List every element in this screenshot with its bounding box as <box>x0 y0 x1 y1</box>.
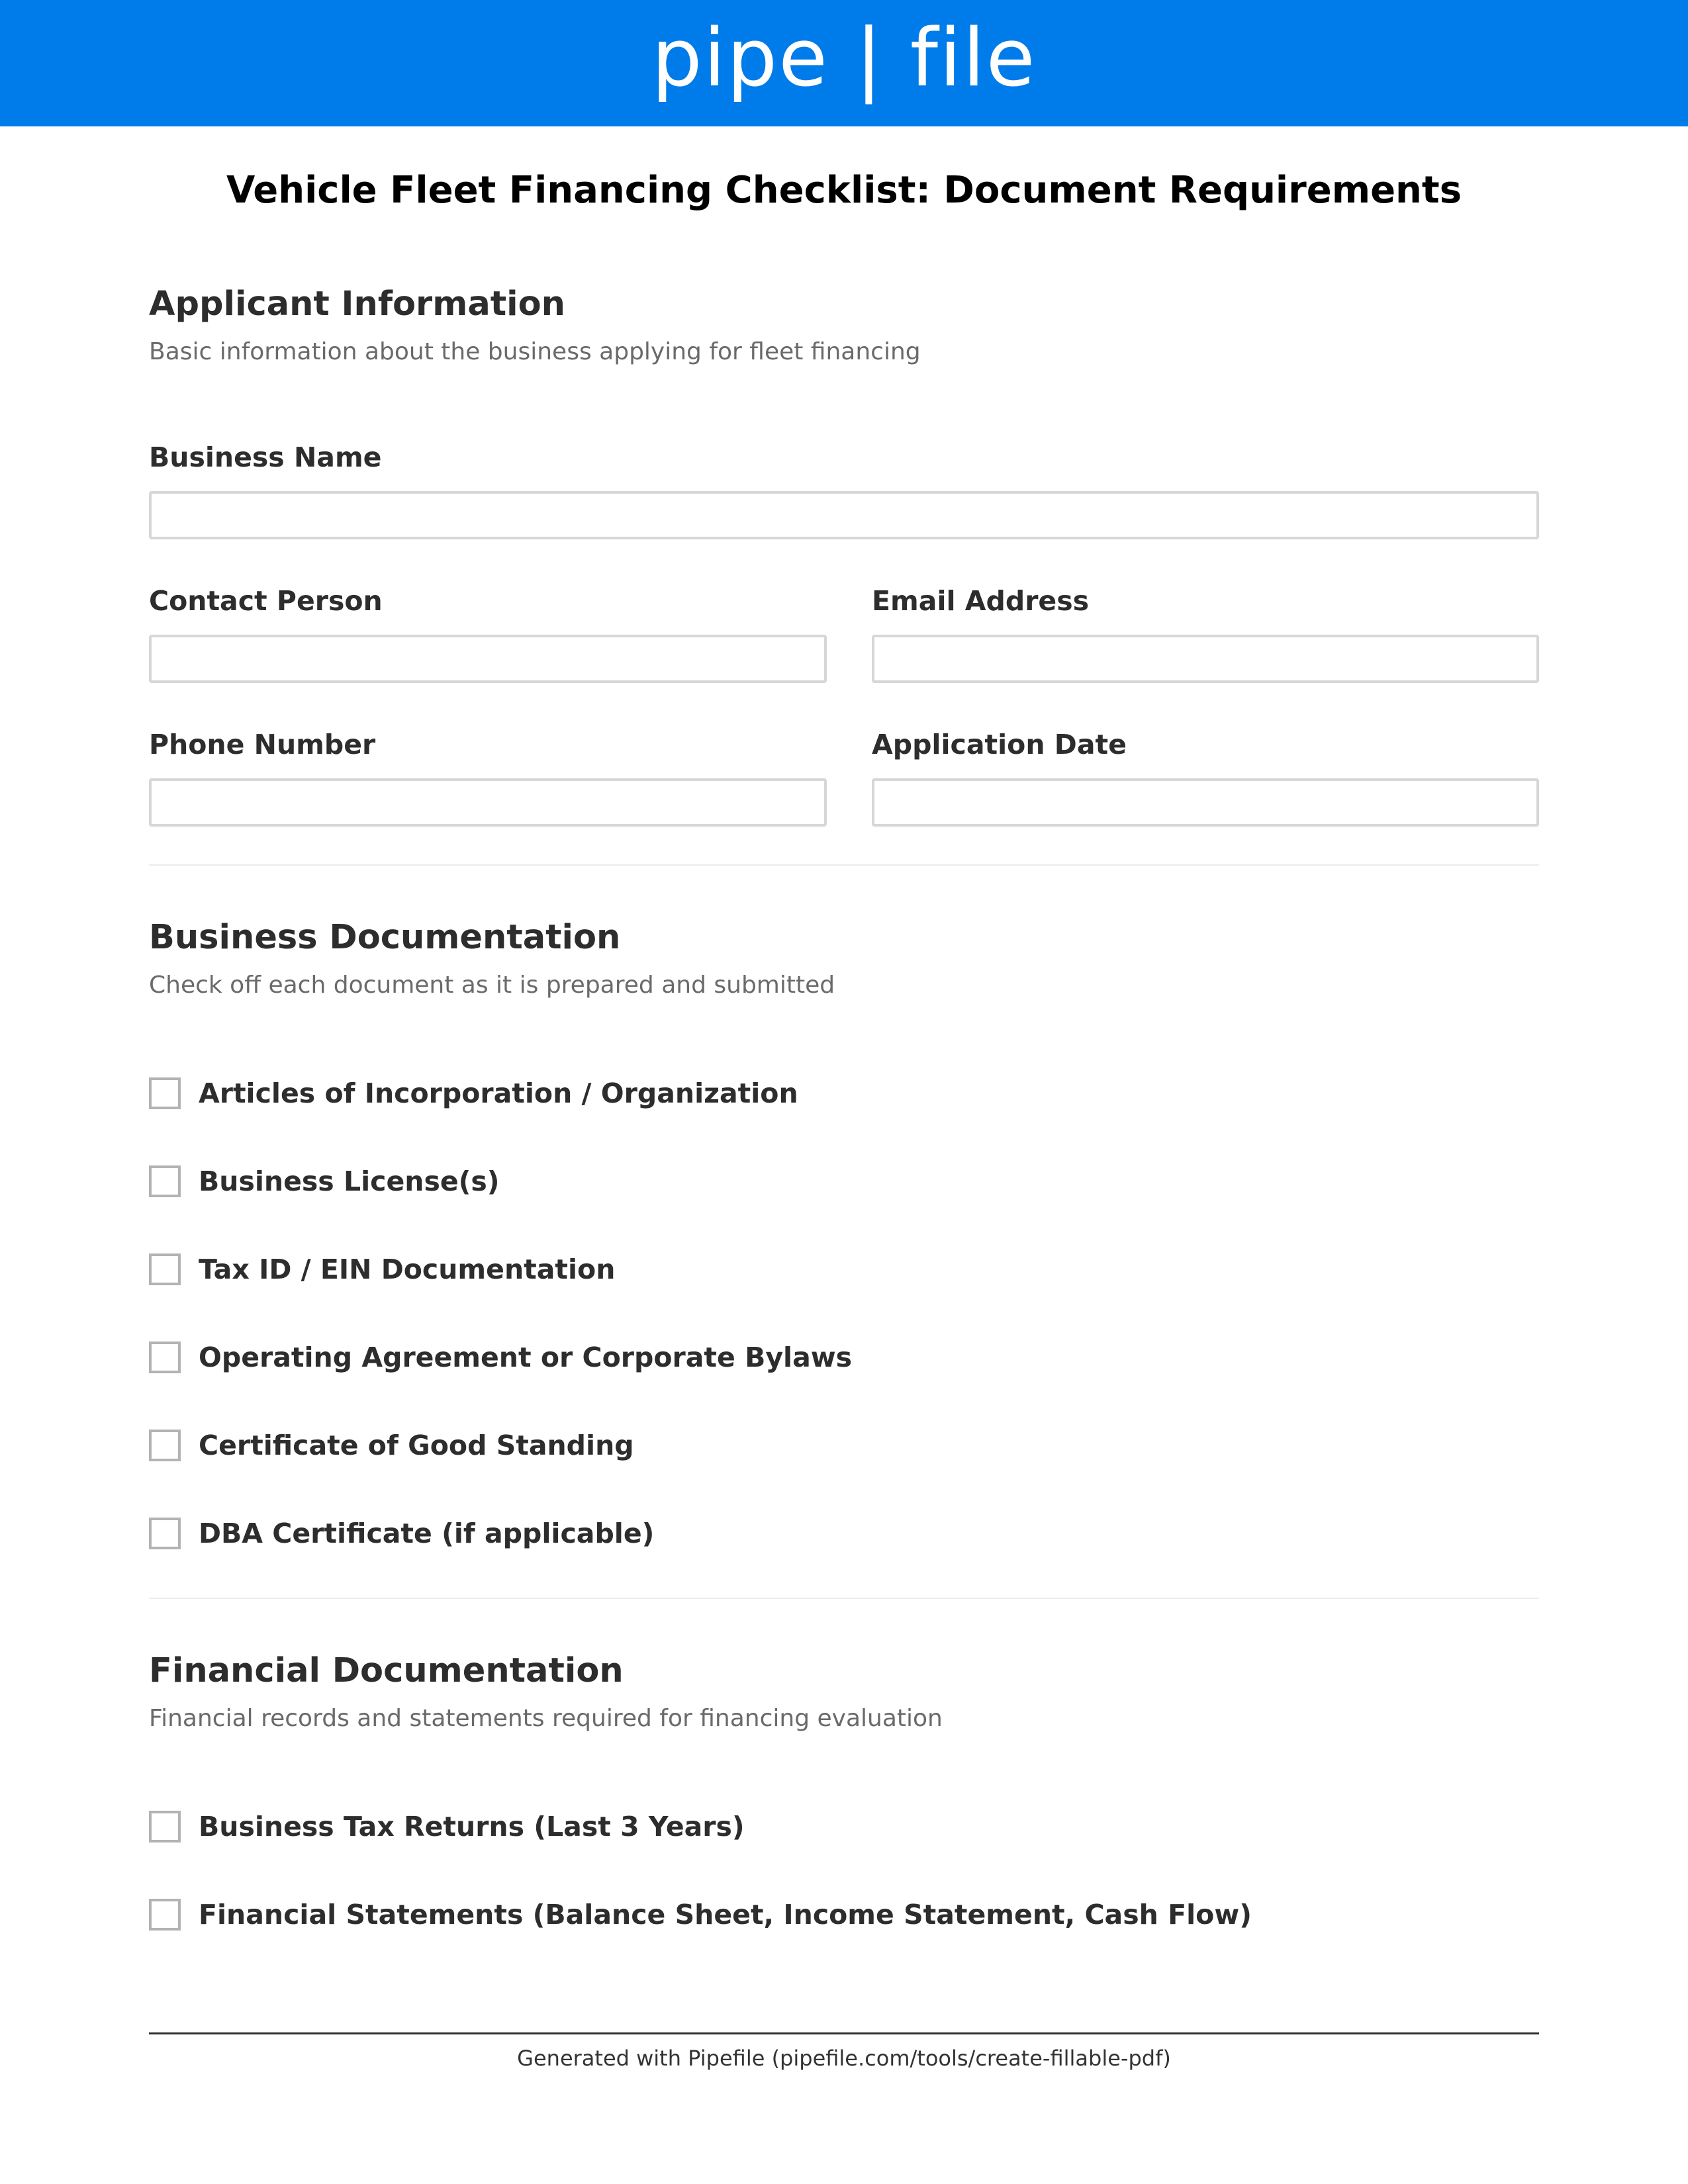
contact-person-label: Contact Person <box>149 585 383 617</box>
checkbox[interactable] <box>149 1811 181 1843</box>
financial-docs-section-description: Financial records and statements required for financing evaluation <box>149 1705 943 1732</box>
checklist-item-label: Financial Statements (Balance Sheet, Income Statement, Cash Flow) <box>199 1899 1252 1931</box>
checkbox[interactable] <box>149 1899 181 1931</box>
checkbox[interactable] <box>149 1342 181 1373</box>
footer-rule <box>149 2032 1539 2034</box>
checkbox[interactable] <box>149 1430 181 1461</box>
footer-credit: Generated with Pipefile (pipefile.com/tools/create-fillable-pdf) <box>517 2046 1171 2071</box>
business-docs-section-title: Business Documentation <box>149 918 621 957</box>
checkbox[interactable] <box>149 1165 181 1197</box>
section-divider <box>149 1598 1539 1599</box>
phone-number-field[interactable] <box>149 778 827 827</box>
applicant-section-title: Applicant Information <box>149 285 565 324</box>
pipefile-logo: pipe | file <box>651 13 1037 105</box>
application-date-field[interactable] <box>872 778 1539 827</box>
email-address-field[interactable] <box>872 635 1539 683</box>
checklist-item-label: Business Tax Returns (Last 3 Years) <box>199 1811 745 1843</box>
business-name-field[interactable] <box>149 491 1539 539</box>
business-docs-section-description: Check off each document as it is prepared and submitted <box>149 972 835 999</box>
business-name-label: Business Name <box>149 441 382 473</box>
checkbox[interactable] <box>149 1077 181 1109</box>
applicant-section-description: Basic information about the business applying for fleet financing <box>149 338 921 365</box>
email-address-label: Email Address <box>872 585 1090 617</box>
checklist-item-label: Business License(s) <box>199 1165 500 1197</box>
phone-number-label: Phone Number <box>149 729 376 760</box>
checklist-item-label: DBA Certificate (if applicable) <box>199 1518 655 1549</box>
contact-person-field[interactable] <box>149 635 827 683</box>
checkbox[interactable] <box>149 1518 181 1549</box>
document-title: Vehicle Fleet Financing Checklist: Document Requirements <box>226 169 1462 212</box>
checklist-item-label: Certificate of Good Standing <box>199 1430 634 1461</box>
checkbox[interactable] <box>149 1253 181 1285</box>
application-date-label: Application Date <box>872 729 1127 760</box>
financial-docs-section-title: Financial Documentation <box>149 1651 624 1690</box>
checklist-item-label: Operating Agreement or Corporate Bylaws <box>199 1342 853 1373</box>
checklist-item-label: Tax ID / EIN Documentation <box>199 1253 616 1285</box>
checklist-item-label: Articles of Incorporation / Organization <box>199 1077 798 1109</box>
section-divider <box>149 864 1539 866</box>
